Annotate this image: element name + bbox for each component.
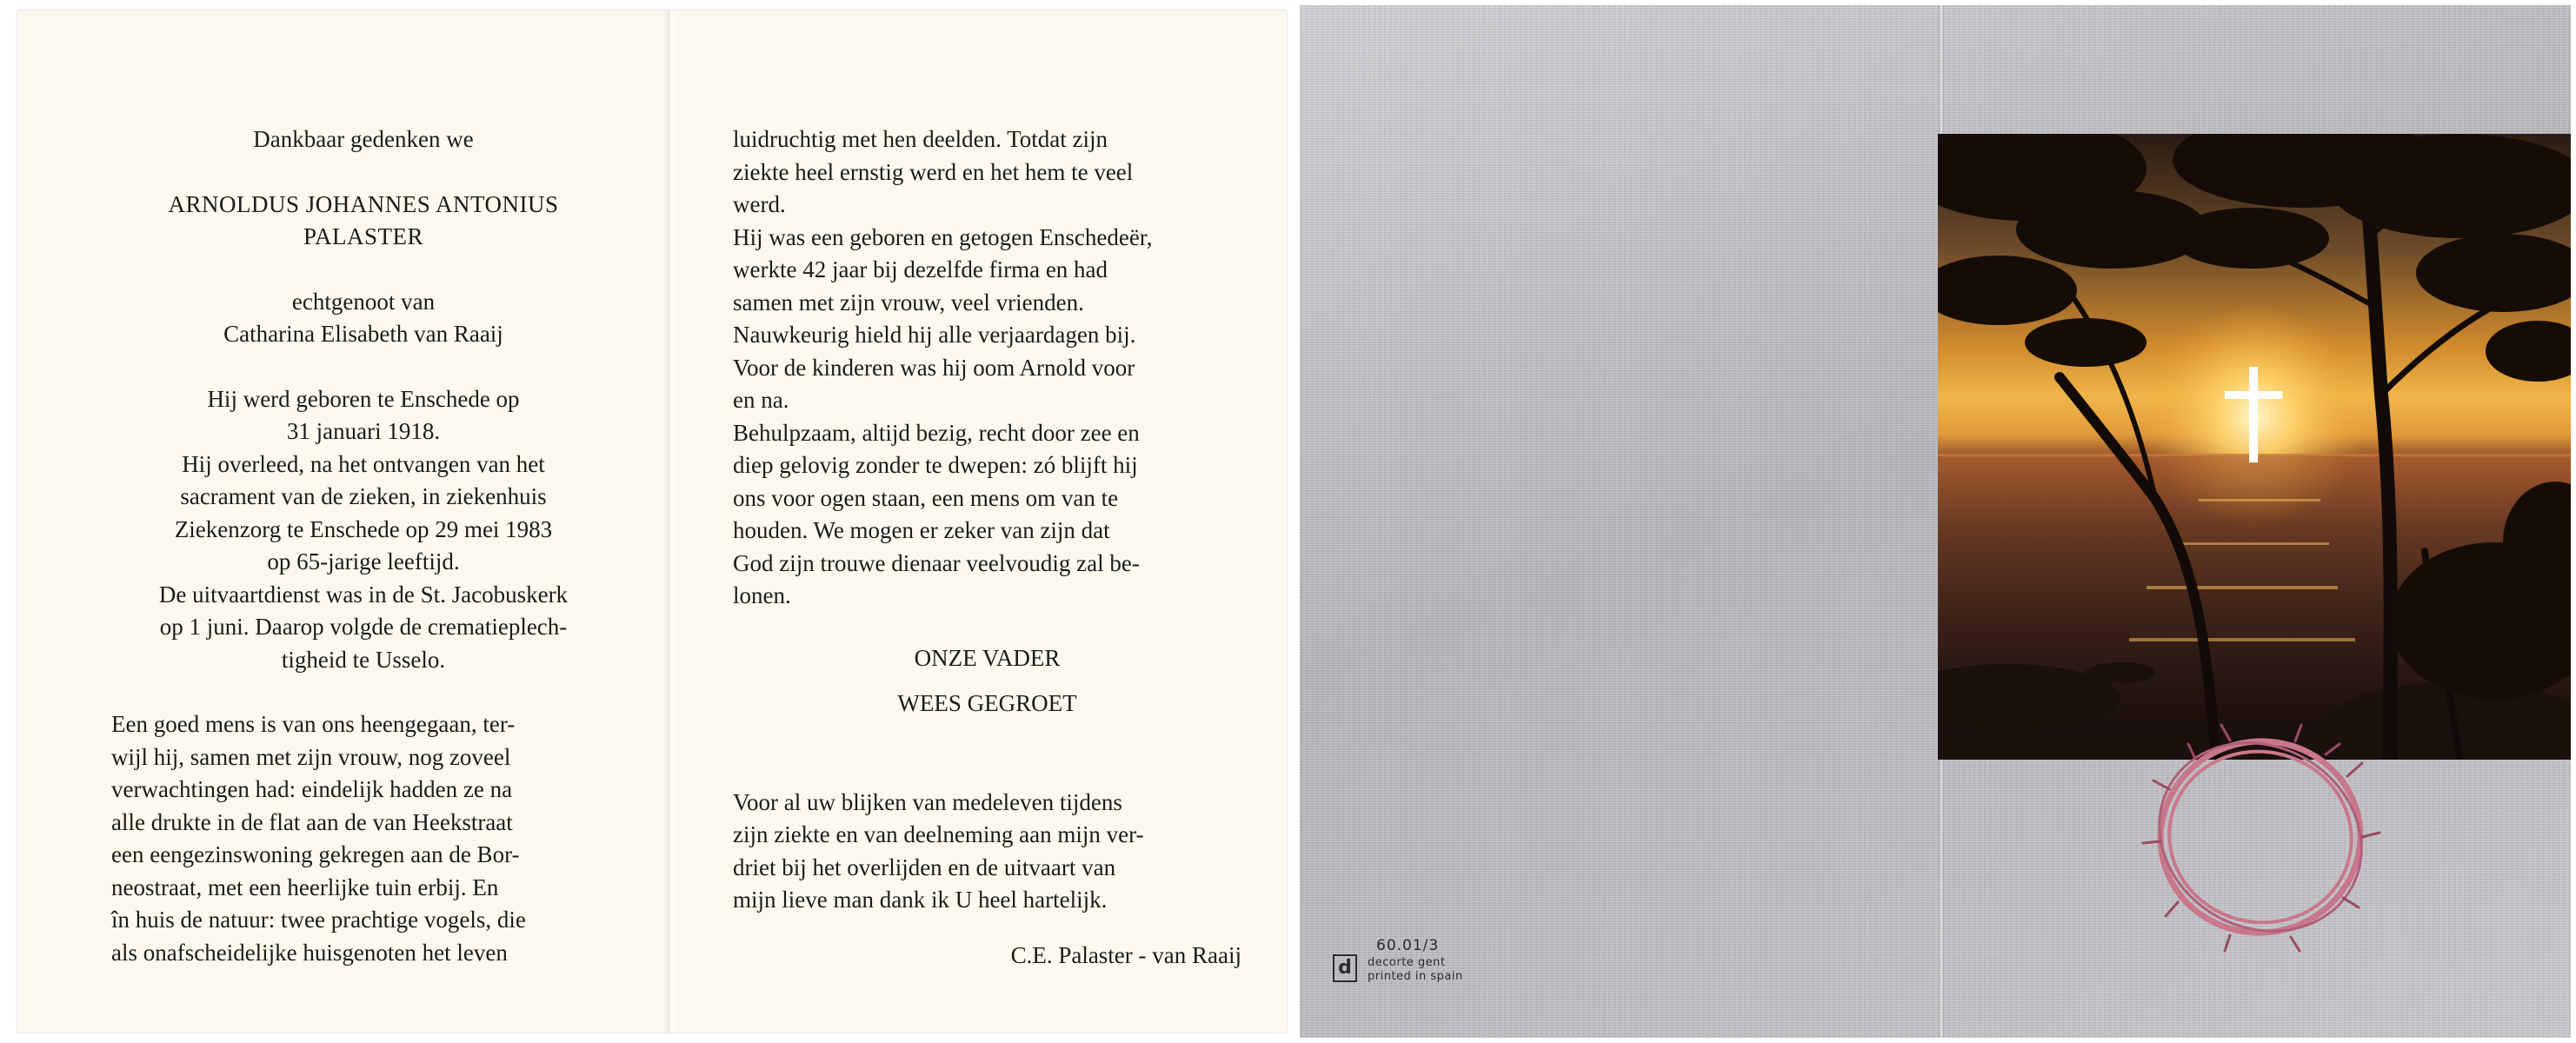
signature: C.E. Palaster - van Raaij bbox=[1010, 941, 1241, 968]
prayer-onze-vader: ONZE VADER bbox=[914, 644, 1061, 671]
story-line: Behulpzaam, altijd bezig, recht door zee en bbox=[733, 419, 1140, 446]
story-part2 bbox=[733, 123, 1241, 613]
story-line: God zijn trouwe dienaar veelvoudig zal be- bbox=[733, 549, 1140, 576]
story-line: als onafscheidelijke huisgenoten het leven bbox=[111, 939, 508, 966]
printer-mark bbox=[1333, 937, 1507, 989]
card-fold bbox=[662, 10, 678, 1033]
story-line: lonen. bbox=[733, 582, 791, 608]
memorial-card-inner bbox=[17, 10, 1287, 1033]
story-line: în huis de natuur: twee prachtige vogels, die bbox=[111, 907, 526, 933]
story-line: neostraat, met een heerlijke tuin erbij. En bbox=[111, 874, 499, 900]
story-line: wijl hij, samen met zijn vrouw, nog zoveel bbox=[111, 743, 511, 770]
story-line: werd. bbox=[733, 191, 786, 217]
story-line: Nauwkeurig hield hij alle verjaardagen bij. bbox=[733, 322, 1136, 348]
bio-line: 31 januari 1918. bbox=[286, 418, 441, 444]
story-line: houden. We mogen er zeker van zijn dat bbox=[733, 517, 1110, 543]
bio-line: Hij overleed, na het ontvangen van het bbox=[182, 450, 545, 477]
printer-logo-icon: d bbox=[1333, 954, 1357, 982]
story-line: en na. bbox=[733, 387, 789, 413]
prayer-wees-gegroet: WEES GEGROET bbox=[897, 689, 1077, 716]
story-line: luidruchtig met hen deelden. Totdat zijn bbox=[733, 126, 1108, 152]
story-line: samen met zijn vrouw, veel vrienden. bbox=[733, 289, 1084, 316]
bio-line: Ziekenzorg te Enschede op 29 mei 1983 bbox=[174, 515, 553, 542]
printer-code: 60.01/3 bbox=[1376, 937, 1440, 954]
story-line: werkte 42 jaar bij dezelfde firma en had bbox=[733, 256, 1108, 282]
crown-of-thorns-icon bbox=[2134, 720, 2386, 954]
story-line: ons voor ogen staan, een mens om van te bbox=[733, 484, 1119, 511]
thanks-line: Voor al uw blijken van medeleven tijdens bbox=[733, 788, 1122, 815]
story-line: diep gelovig zonder te dwepen: zó blijft hij bbox=[733, 452, 1138, 478]
sunset-sea-pines-photo bbox=[1938, 134, 2571, 760]
deceased-name-line2: PALASTER bbox=[303, 223, 424, 249]
story-line: ziekte heel ernstig werd en het hem te veel bbox=[733, 158, 1134, 185]
story-line: verwachtingen had: eindelijk hadden ze na bbox=[111, 776, 513, 802]
thanks-text bbox=[733, 787, 1241, 917]
left-panel bbox=[111, 123, 616, 969]
printer-origin: printed in spain bbox=[1368, 970, 1463, 983]
bio-line: sacrament van de zieken, in ziekenhuis bbox=[180, 483, 547, 509]
biography bbox=[111, 383, 616, 677]
memorial-card-cover bbox=[1300, 5, 2571, 1038]
deceased-name-line1: ARNOLDUS JOHANNES ANTONIUS bbox=[168, 190, 559, 217]
bio-line: op 1 juni. Daarop volgde de crematieplech- bbox=[159, 614, 568, 640]
thanks-line: driet bij het overlijden en de uitvaart van bbox=[733, 854, 1116, 880]
bio-line: Hij werd geboren te Enschede op bbox=[207, 385, 520, 412]
thanks-line: mijn lieve man dank ik U heel hartelijk. bbox=[733, 887, 1108, 913]
spouse-label: echtgenoot van bbox=[291, 288, 436, 315]
spouse-name: Catharina Elisabeth van Raaij bbox=[223, 321, 503, 347]
story-line: Een goed mens is van ons heengegaan, ter- bbox=[111, 711, 516, 737]
printer-name: decorte gent bbox=[1368, 956, 1446, 969]
story-line: alle drukte in de flat aan de van Heekstraat bbox=[111, 808, 513, 835]
story-part1 bbox=[111, 708, 616, 969]
bio-line: op 65-jarige leeftijd. bbox=[267, 548, 460, 575]
bio-line: De uitvaartdienst was in de St. Jacobuskerk bbox=[158, 581, 569, 608]
bio-line: tigheid te Usselo. bbox=[281, 646, 446, 673]
story-line: Voor de kinderen was hij oom Arnold voor bbox=[733, 354, 1135, 381]
right-panel bbox=[733, 123, 1241, 972]
thanks-line: zijn ziekte en van deelneming aan mijn ver- bbox=[733, 821, 1144, 847]
heading: Dankbaar gedenken we bbox=[253, 126, 474, 152]
story-line: een eengezinswoning gekregen aan de Bor- bbox=[111, 841, 520, 867]
story-line: Hij was een geboren en getogen Enschedeër, bbox=[733, 223, 1153, 250]
